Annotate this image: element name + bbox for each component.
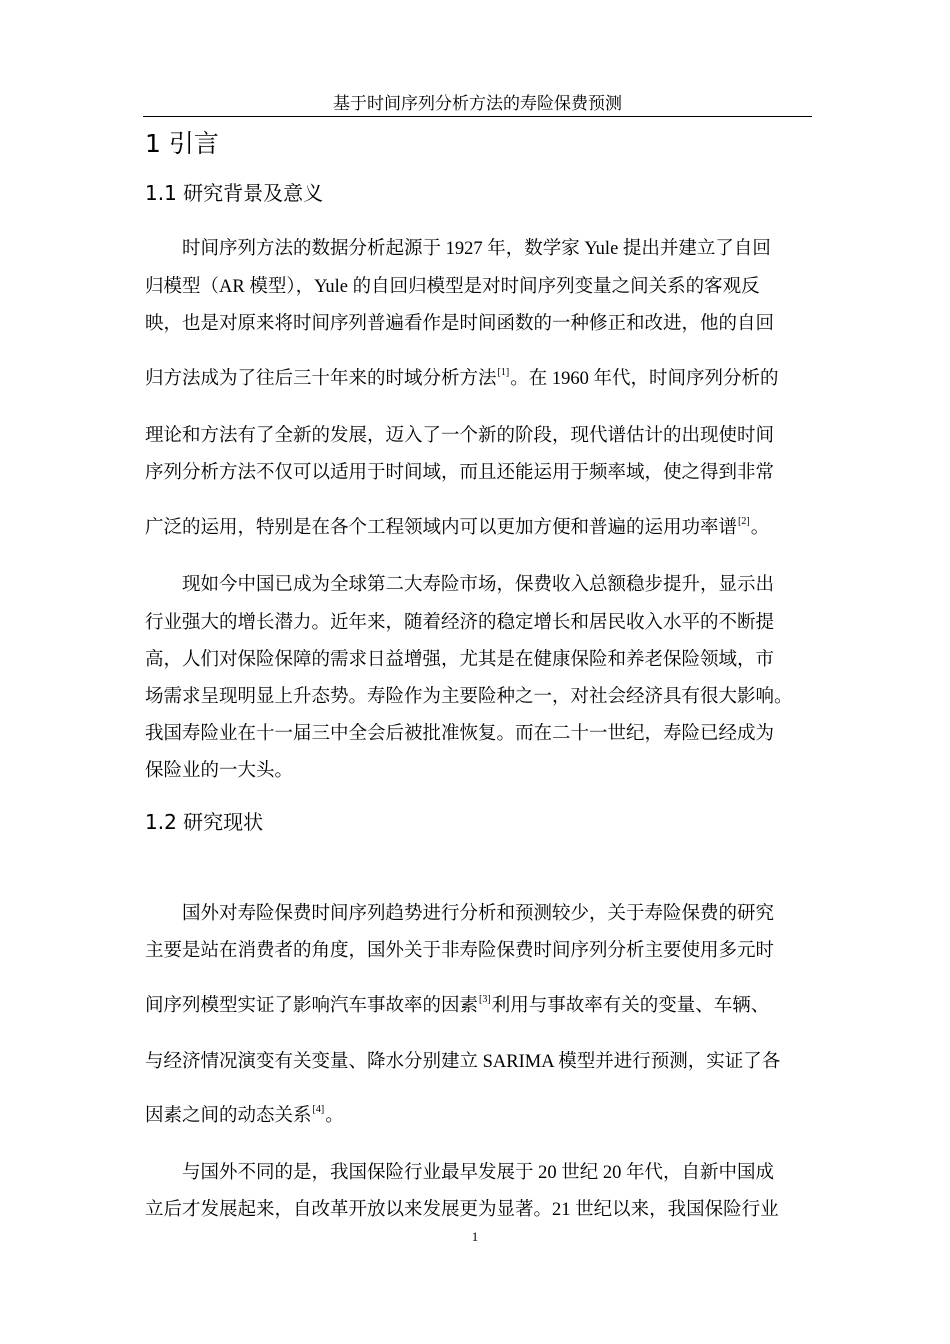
paragraph-line: 映，也是对原来将时间序列普遍看作是时间函数的一种修正和改进，他的自回 xyxy=(145,314,775,334)
paragraph-line: 国外对寿险保费时间序列趋势进行分析和预测较少，关于寿险保费的研究 xyxy=(182,904,775,924)
paragraph-line xyxy=(145,516,769,540)
paragraph-line xyxy=(145,994,769,1018)
paragraph-line: 场需求呈现明显上升态势。寿险作为主要险种之一，对社会经济具有很大影响。 xyxy=(145,687,793,707)
paragraph-line: 高，人们对保险保障的需求日益增强，尤其是在健康保险和养老保险领域，市 xyxy=(145,650,775,670)
paragraph-line: 序列分析方法不仅可以适用于时间域，而且还能运用于频率域，使之得到非常 xyxy=(145,463,775,483)
paragraph-line: 与国外不同的是，我国保险行业最早发展于 20 世纪 20 年代，自新中国成 xyxy=(182,1163,775,1183)
paragraph-text: 。 xyxy=(325,1106,344,1126)
paragraph-line xyxy=(145,1104,344,1128)
citation-ref: [1] xyxy=(497,367,510,378)
paragraph-line: 立后才发展起来，自改革开放以来发展更为显著。21 世纪以来，我国保险行业 xyxy=(145,1200,779,1220)
paragraph-line xyxy=(145,367,778,391)
paragraph-text: 。在 1960 年代，时间序列分析的 xyxy=(510,369,779,389)
header-rule xyxy=(143,116,812,117)
paragraph-line: 保险业的一大头。 xyxy=(145,761,294,781)
paragraph-text: 。 xyxy=(750,518,770,538)
running-header: 基于时间序列分析方法的寿险保费预测 xyxy=(333,94,622,113)
paragraph-text: 利用与事故率有关的变量、车辆、 xyxy=(491,996,770,1016)
citation-ref: [2] xyxy=(738,516,750,527)
section-heading-1-2: 1.2 研究现状 xyxy=(145,810,264,834)
paragraph-text: 因素之间的动态关系 xyxy=(145,1106,312,1126)
paragraph-text: 广泛的运用，特别是在各个工程领域内可以更加方便和普遍的运用功率谱 xyxy=(145,518,738,538)
paragraph-line: 主要是站在消费者的角度，国外关于非寿险保费时间序列分析主要使用多元时 xyxy=(145,941,775,961)
page-number: 1 xyxy=(471,1229,479,1244)
citation-ref: [4] xyxy=(312,1104,325,1115)
citation-ref: [3] xyxy=(479,994,491,1005)
paragraph-line: 现如今中国已成为全球第二大寿险市场，保费收入总额稳步提升，显示出 xyxy=(182,575,775,595)
paragraph-line: 时间序列方法的数据分析起源于 1927 年，数学家 Yule 提出并建立了自回 xyxy=(182,239,771,259)
paragraph-line: 我国寿险业在十一届三中全会后被批准恢复。而在二十一世纪，寿险已经成为 xyxy=(145,724,775,744)
paragraph-line: 归模型（AR 模型），Yule 的自回归模型是对时间序列变量之间关系的客观反 xyxy=(145,277,760,297)
paragraph-line: 理论和方法有了全新的发展，迈入了一个新的阶段，现代谱估计的出现使时间 xyxy=(145,426,775,446)
paragraph-text: 间序列模型实证了影响汽车事故率的因素 xyxy=(145,996,479,1016)
section-heading-1-1: 1.1 研究背景及意义 xyxy=(145,181,324,205)
paragraph-line: 与经济情况演变有关变量、降水分别建立 SARIMA 模型并进行预测，实证了各 xyxy=(145,1052,781,1072)
chapter-heading: 1 引言 xyxy=(145,129,219,158)
paragraph-line: 行业强大的增长潜力。近年来，随着经济的稳定增长和居民收入水平的不断提 xyxy=(145,613,775,633)
paragraph-text: 归方法成为了往后三十年来的时域分析方法 xyxy=(145,369,497,389)
